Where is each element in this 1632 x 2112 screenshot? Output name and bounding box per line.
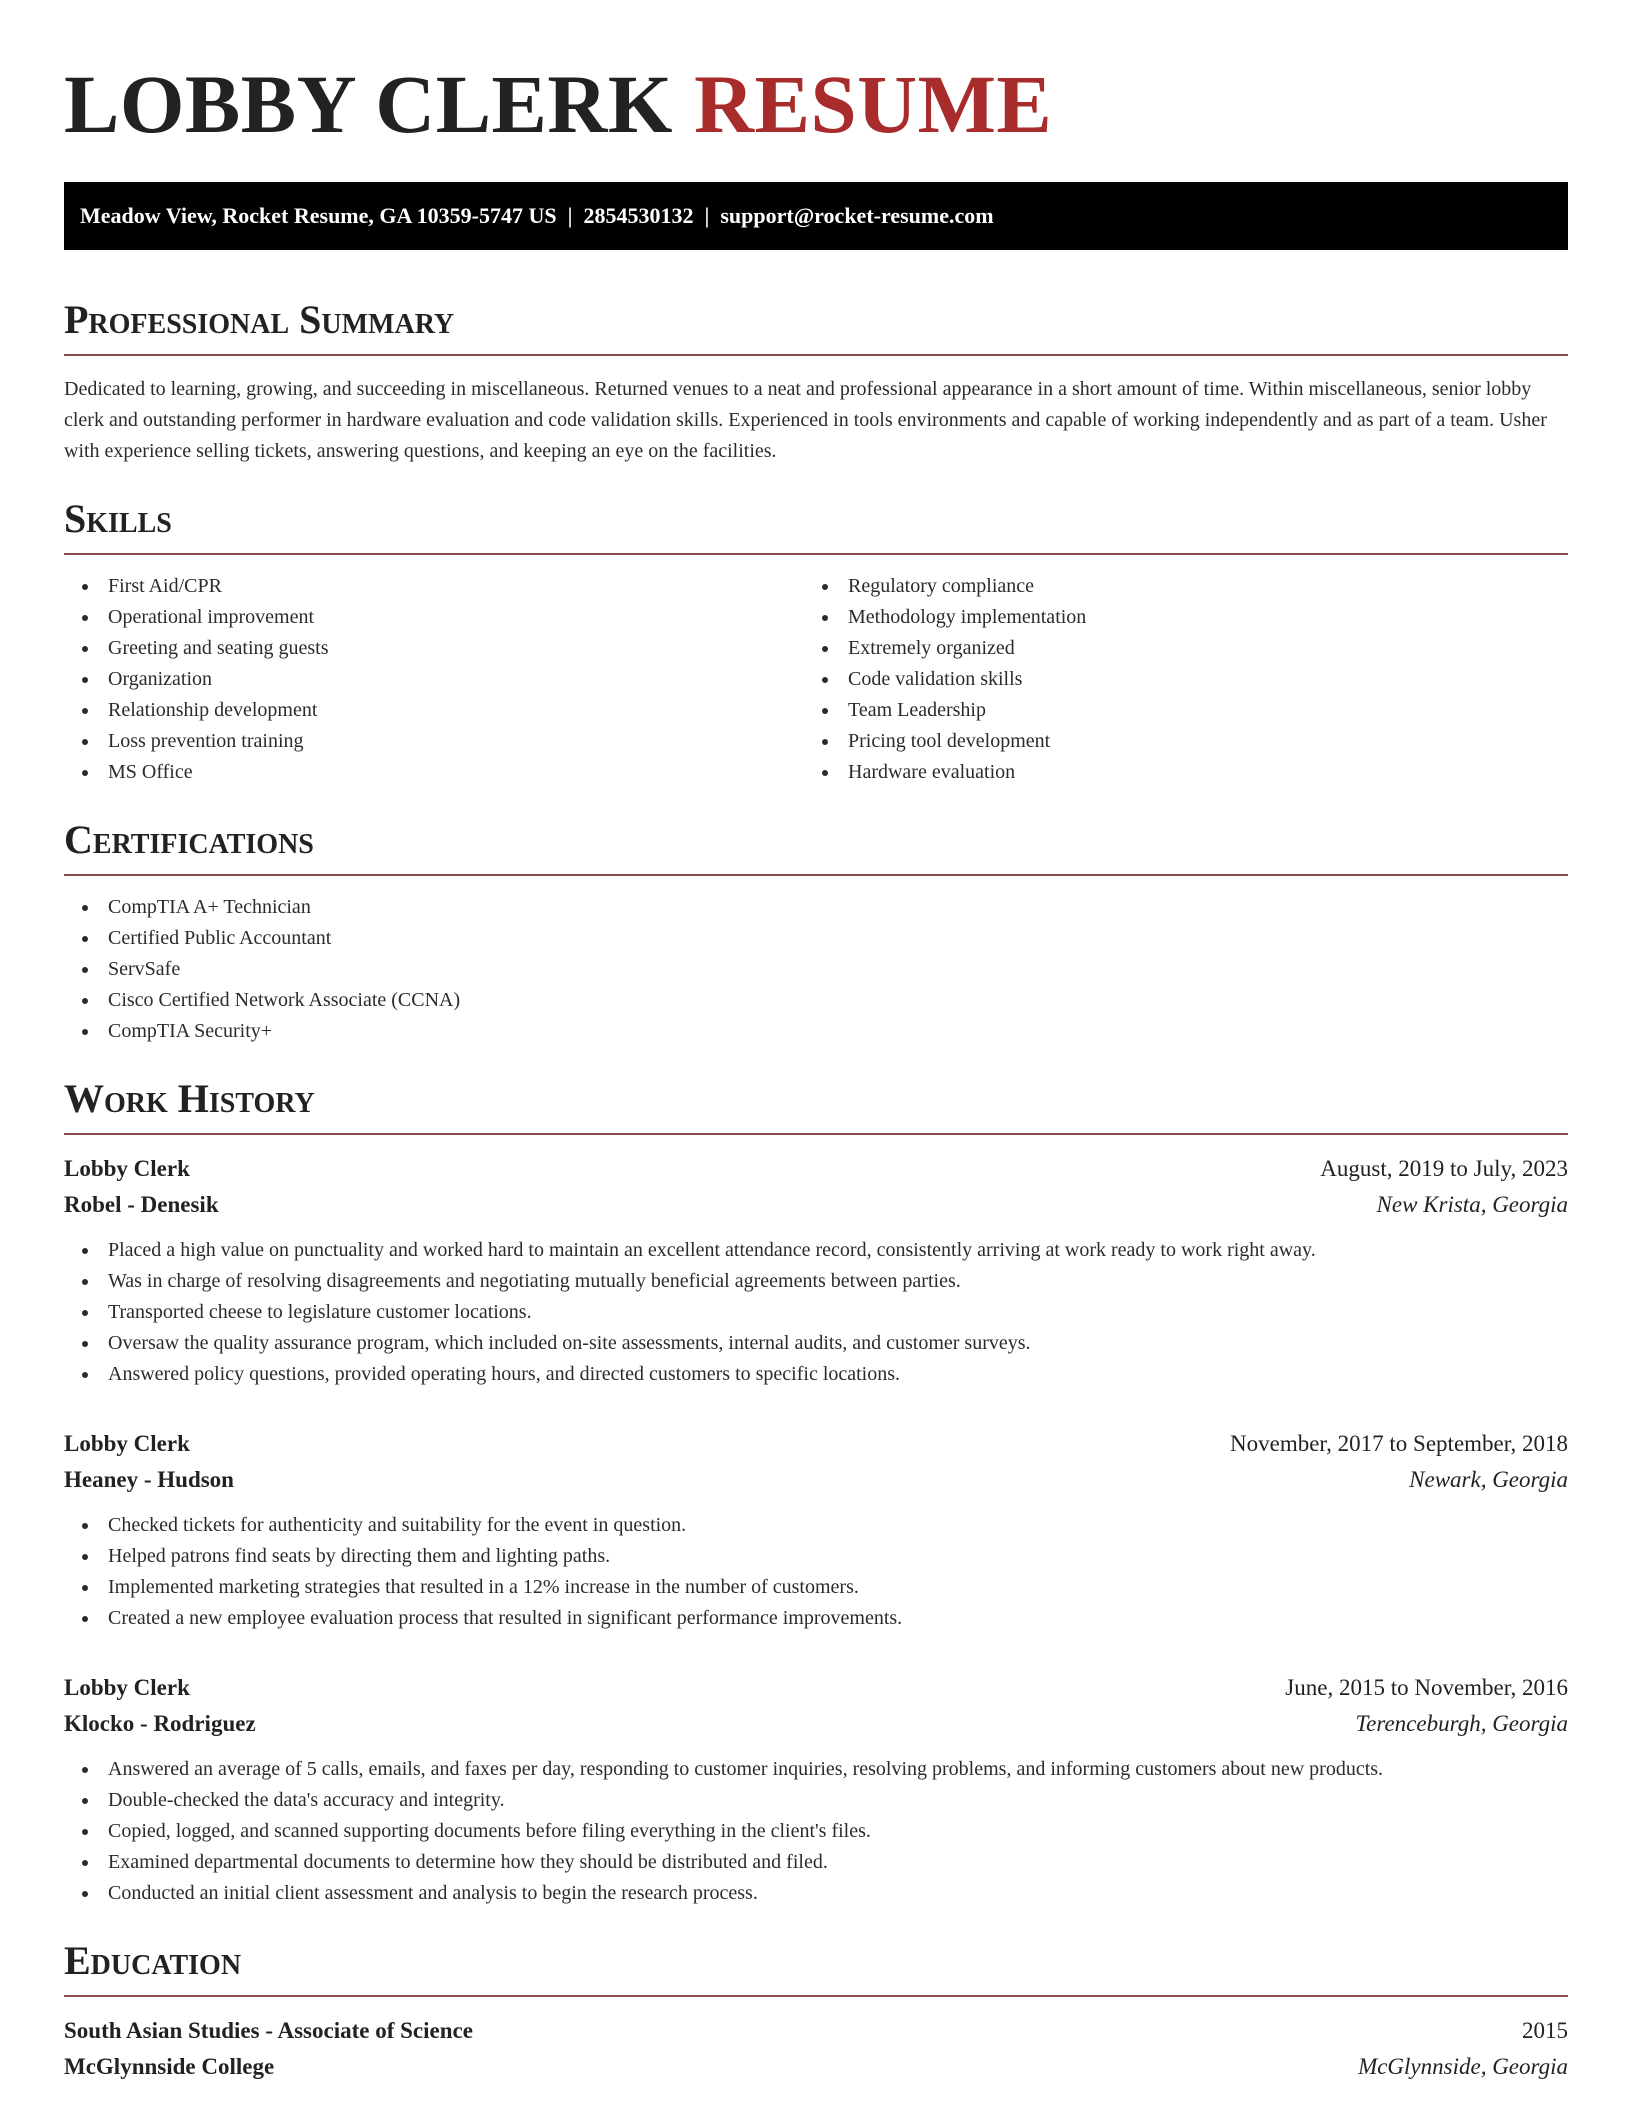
skills-grid [64,571,1568,788]
summary-heading: Professional Summary [64,296,1568,356]
job-header-row [64,1426,1568,1462]
skill-item: Loss prevention training [64,726,804,757]
skill-item: Operational improvement [64,602,804,633]
skill-item: MS Office [64,757,804,788]
job-bullet: Helped patrons find seats by directing them and lighting paths. [64,1541,1568,1572]
certification-item: Cisco Certified Network Associate (CCNA) [64,985,1568,1016]
contact-separator: | [704,203,710,228]
skill-item: Regulatory compliance [804,571,1544,602]
certifications-section [64,816,1568,1047]
resume-page [64,0,1568,2085]
job-bullet: Examined departmental documents to determine how they should be distributed and filed. [64,1847,1568,1878]
job-company: Heaney - Hudson [64,1467,234,1492]
job-bullet: Was in charge of resolving disagreements and negotiating mutually beneficial agreements between parties. [64,1266,1568,1297]
contact-bar [64,182,1568,250]
work-section [64,1075,1568,1909]
contact-separator: | [567,203,573,228]
skills-list-right [804,571,1544,788]
job-company-row [64,1706,1568,1742]
skill-item: Hardware evaluation [804,757,1544,788]
education-location: McGlynnside, Georgia [1358,2054,1568,2079]
job-entry [64,1426,1568,1634]
job-bullet: Answered an average of 5 calls, emails, and faxes per day, responding to customer inquiries, resolving problems, and informing customers about new products. [64,1754,1568,1785]
summary-text: Dedicated to learning, growing, and succeeding in miscellaneous. Returned venues to a neat and professional appearance in a short amount of time. Within miscellaneous, senior lobby clerk and outstanding performer in hardware evaluation and code validation skills. Experienced in tools environments and capable of working independently and as part of a team. Usher with experience selling tickets, answering questions, and keeping an eye on the facilities. [64,378,1547,462]
certification-item: CompTIA Security+ [64,1016,1568,1047]
job-bullet: Implemented marketing strategies that resulted in a 12% increase in the number of customers. [64,1572,1568,1603]
job-bullet: Checked tickets for authenticity and suitability for the event in question. [64,1510,1568,1541]
contact-address: Meadow View, Rocket Resume, GA 10359-5747 US [80,203,557,228]
certification-item: ServSafe [64,954,1568,985]
job-entry [64,1151,1568,1390]
job-location: Newark, Georgia [1409,1467,1568,1492]
education-entry [64,2013,1568,2085]
education-section [64,1937,1568,2085]
skills-heading: Skills [64,495,1568,555]
education-heading: Education [64,1937,1568,1997]
education-school-row [64,2049,1568,2085]
skill-item: Relationship development [64,695,804,726]
skills-list-left [64,571,804,788]
job-title: Lobby Clerk [64,1156,190,1181]
job-bullet: Answered policy questions, provided operating hours, and directed customers to specific locations. [64,1359,1568,1390]
job-title: Lobby Clerk [64,1431,190,1456]
job-location: New Krista, Georgia [1376,1192,1568,1217]
work-heading: Work History [64,1075,1568,1135]
skill-item: First Aid/CPR [64,571,804,602]
job-company-row [64,1187,1568,1223]
education-year: 2015 [1522,2018,1568,2043]
job-bullet: Transported cheese to legislature customer locations. [64,1297,1568,1328]
resume-title [64,56,1568,152]
job-company-row [64,1462,1568,1498]
contact-email: support@rocket-resume.com [720,203,994,228]
job-bullet: Placed a high value on punctuality and worked hard to maintain an excellent attendance record, consistently arriving at work ready to work right away. [64,1235,1568,1266]
job-bullet: Conducted an initial client assessment and analysis to begin the research process. [64,1878,1568,1909]
job-header-row [64,1670,1568,1706]
skill-item: Extremely organized [804,633,1544,664]
education-degree: South Asian Studies - Associate of Science [64,2018,473,2043]
job-dates: June, 2015 to November, 2016 [1285,1675,1568,1700]
skill-item: Team Leadership [804,695,1544,726]
job-dates: November, 2017 to September, 2018 [1230,1431,1568,1456]
job-company: Klocko - Rodriguez [64,1711,256,1736]
contact-phone: 2854530132 [583,203,694,228]
job-bullets [64,1235,1568,1390]
title-accent: RESUME [694,58,1053,150]
certification-item: CompTIA A+ Technician [64,892,1568,923]
skill-item: Pricing tool development [804,726,1544,757]
job-bullet: Oversaw the quality assurance program, which included on-site assessments, internal audits, and customer surveys. [64,1328,1568,1359]
education-school: McGlynnside College [64,2054,275,2079]
skill-item: Greeting and seating guests [64,633,804,664]
certification-item: Certified Public Accountant [64,923,1568,954]
summary-section [64,296,1568,467]
job-title: Lobby Clerk [64,1675,190,1700]
skill-item: Organization [64,664,804,695]
job-header-row [64,1151,1568,1187]
job-bullet: Copied, logged, and scanned supporting documents before filing everything in the client's files. [64,1816,1568,1847]
job-bullet: Double-checked the data's accuracy and integrity. [64,1785,1568,1816]
job-bullet: Created a new employee evaluation process that resulted in significant performance improvements. [64,1603,1568,1634]
job-dates: August, 2019 to July, 2023 [1320,1156,1568,1181]
job-bullets [64,1754,1568,1909]
job-bullets [64,1510,1568,1634]
skill-item: Code validation skills [804,664,1544,695]
certifications-list [64,892,1568,1047]
title-main: LOBBY CLERK [64,58,673,150]
certifications-heading: Certifications [64,816,1568,876]
job-entry [64,1670,1568,1909]
job-location: Terenceburgh, Georgia [1355,1711,1568,1736]
job-company: Robel - Denesik [64,1192,219,1217]
education-header-row [64,2013,1568,2049]
skills-section [64,495,1568,788]
skill-item: Methodology implementation [804,602,1544,633]
